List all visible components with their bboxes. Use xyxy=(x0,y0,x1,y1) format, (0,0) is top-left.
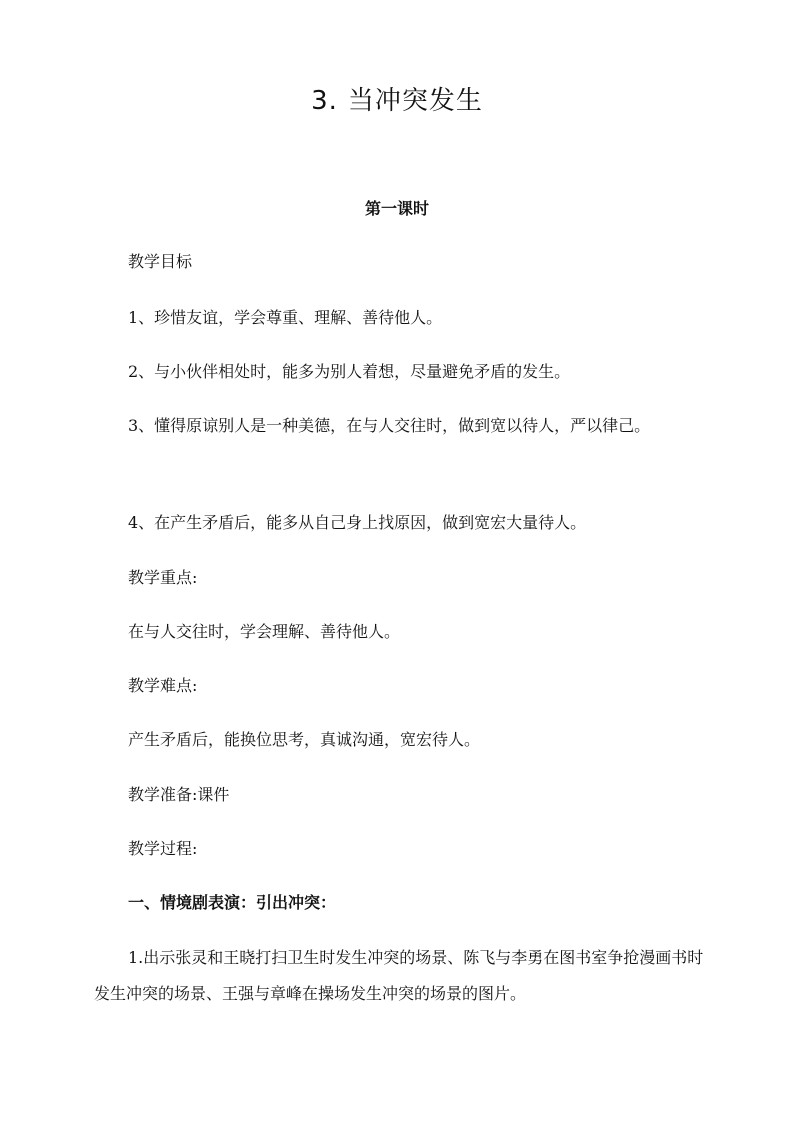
heading-key-points: 教学重点: xyxy=(128,568,198,587)
difficult-points-text: 产生矛盾后，能换位思考，真诚沟通，宽宏待人。 xyxy=(128,730,481,749)
goal-item-4: 4、在产生矛盾后，能多从自己身上找原因，做到宽宏大量待人。 xyxy=(128,513,587,532)
heading-teaching-goals: 教学目标 xyxy=(128,252,193,271)
process-step-1: 1.出示张灵和王晓打扫卫生时发生冲突的场景、陈飞与李勇在图书室争抢漫画书时发生冲突的场景、王强与章峰在操场发生冲突的场景的图片。 xyxy=(94,948,704,1003)
lesson-subtitle: 第一课时 xyxy=(364,199,429,218)
goal-item-3: 3、懂得原谅别人是一种美德，在与人交往时，做到宽以待人，严以律己。 xyxy=(128,416,651,435)
heading-teaching-process: 教学过程: xyxy=(128,839,198,858)
title-number: 3. xyxy=(311,86,338,116)
document-title xyxy=(0,80,794,117)
section-heading-1: 一、情境剧表演：引出冲突： xyxy=(128,893,337,912)
goal-item-1: 1、珍惜友谊，学会尊重、理解、善待他人。 xyxy=(128,308,443,327)
heading-difficult-points: 教学难点: xyxy=(128,676,198,695)
teaching-preparation: 教学准备:课件 xyxy=(128,785,230,804)
key-points-text: 在与人交往时，学会理解、善待他人。 xyxy=(128,622,401,641)
title-text: 当冲突发生 xyxy=(347,86,483,116)
goal-item-2: 2、与小伙伴相处时，能多为别人着想，尽量避免矛盾的发生。 xyxy=(128,362,571,381)
